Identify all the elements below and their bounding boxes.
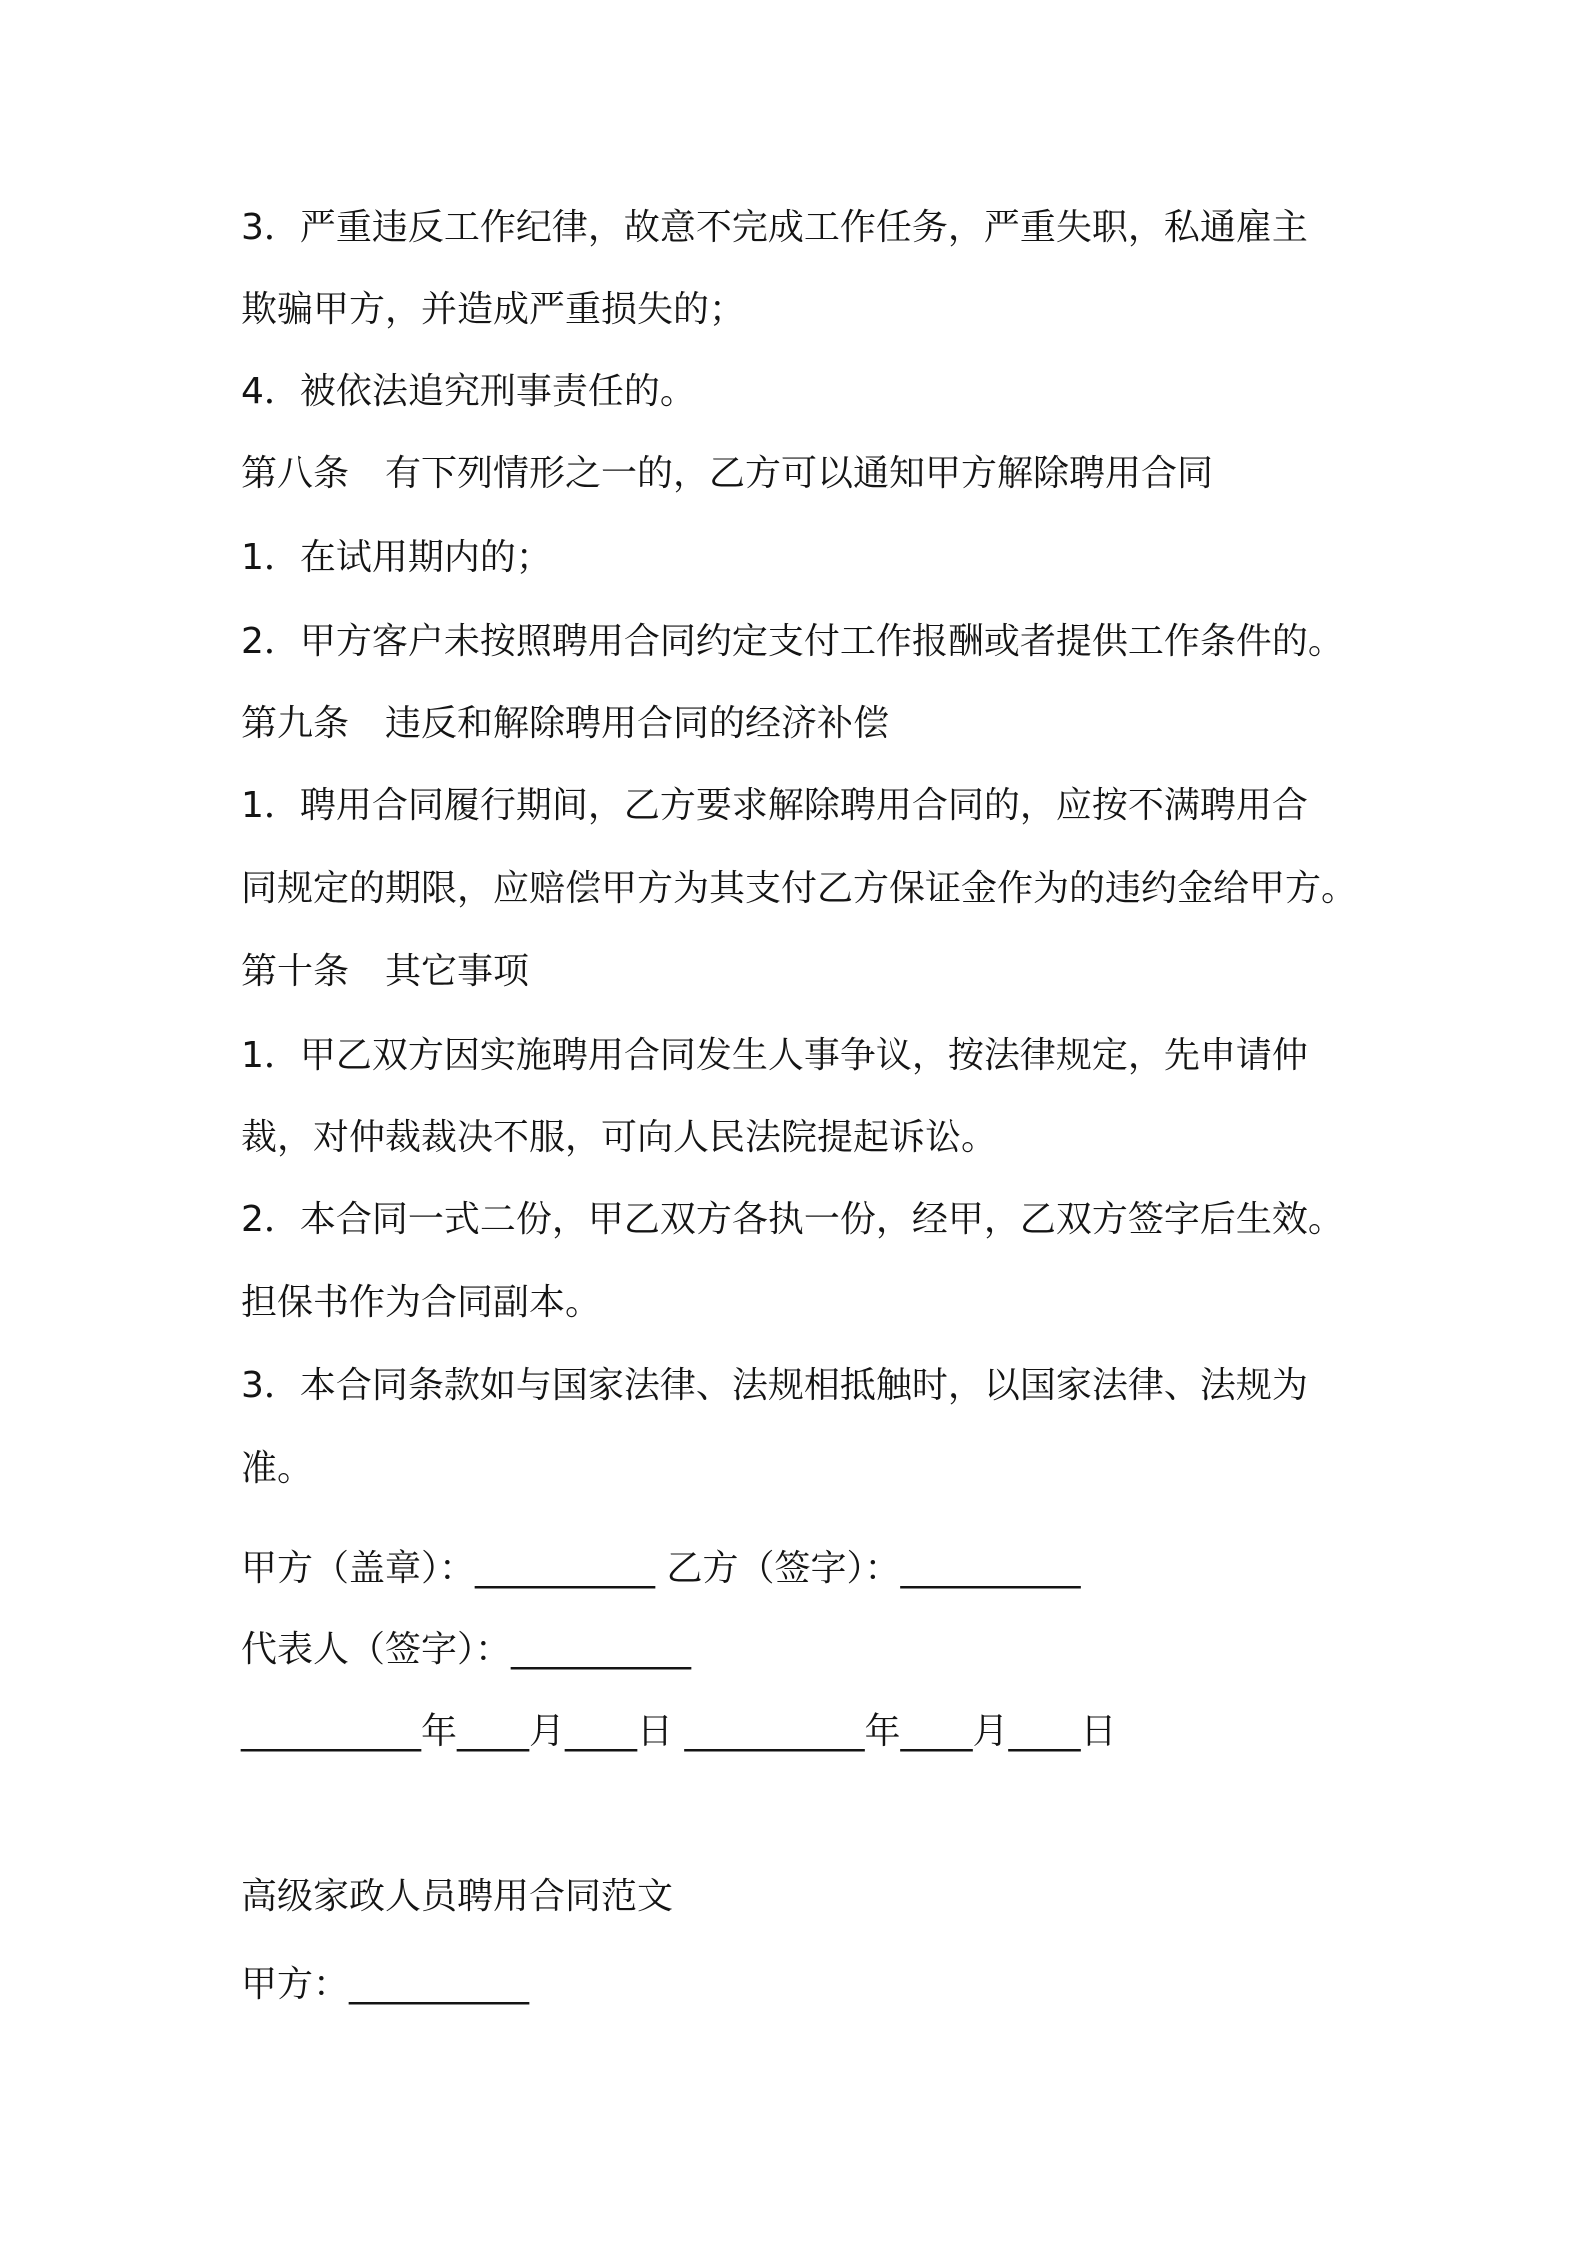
signature-line-representative: 代表人（签字）：__________ bbox=[241, 1629, 692, 1670]
clause-10-item-1-line-1: 1．甲乙双方因实施聘用合同发生人事争议，按法律规定，先申请仲 bbox=[241, 1035, 1308, 1076]
signature-date-line: __________年____月____日 __________年____月____日 bbox=[241, 1711, 1117, 1752]
clause-7-item-3-line-1: 3．严重违反工作纪律，故意不完成工作任务，严重失职，私通雇主 bbox=[241, 207, 1308, 248]
clause-9-heading: 第九条 违反和解除聘用合同的经济补偿 bbox=[241, 703, 890, 744]
clause-7-item-4: 4．被依法追究刑事责任的。 bbox=[241, 371, 696, 412]
clause-10-item-1-line-2: 裁，对仲裁裁决不服，可向人民法院提起诉讼。 bbox=[241, 1117, 998, 1158]
clause-8-item-2: 2．甲方客户未按照聘用合同约定支付工作报酬或者提供工作条件的。 bbox=[241, 621, 1344, 662]
clause-8-item-1: 1．在试用期内的； bbox=[241, 537, 552, 578]
clause-10-item-3-line-2: 准。 bbox=[241, 1448, 314, 1489]
next-document-title: 高级家政人员聘用合同范文 bbox=[241, 1876, 674, 1917]
clause-9-item-1-line-1: 1．聘用合同履行期间，乙方要求解除聘用合同的，应按不满聘用合 bbox=[241, 785, 1308, 826]
party-a-line: 甲方：__________ bbox=[241, 1964, 530, 2005]
clause-9-item-1-line-2: 同规定的期限，应赔偿甲方为其支付乙方保证金作为的违约金给甲方。 bbox=[241, 868, 1358, 909]
clause-7-item-3-line-2: 欺骗甲方，并造成严重损失的； bbox=[241, 289, 746, 330]
clause-10-item-3-line-1: 3．本合同条款如与国家法律、法规相抵触时，以国家法律、法规为 bbox=[241, 1365, 1308, 1406]
clause-8-heading: 第八条 有下列情形之一的，乙方可以通知甲方解除聘用合同 bbox=[241, 453, 1214, 494]
clause-10-item-2-line-1: 2．本合同一式二份，甲乙双方各执一份，经甲，乙双方签字后生效。 bbox=[241, 1199, 1344, 1240]
clause-10-heading: 第十条 其它事项 bbox=[241, 951, 530, 992]
signature-line-parties: 甲方（盖章）：__________ 乙方（签字）：__________ bbox=[241, 1548, 1081, 1589]
clause-10-item-2-line-2: 担保书作为合同副本。 bbox=[241, 1282, 602, 1323]
